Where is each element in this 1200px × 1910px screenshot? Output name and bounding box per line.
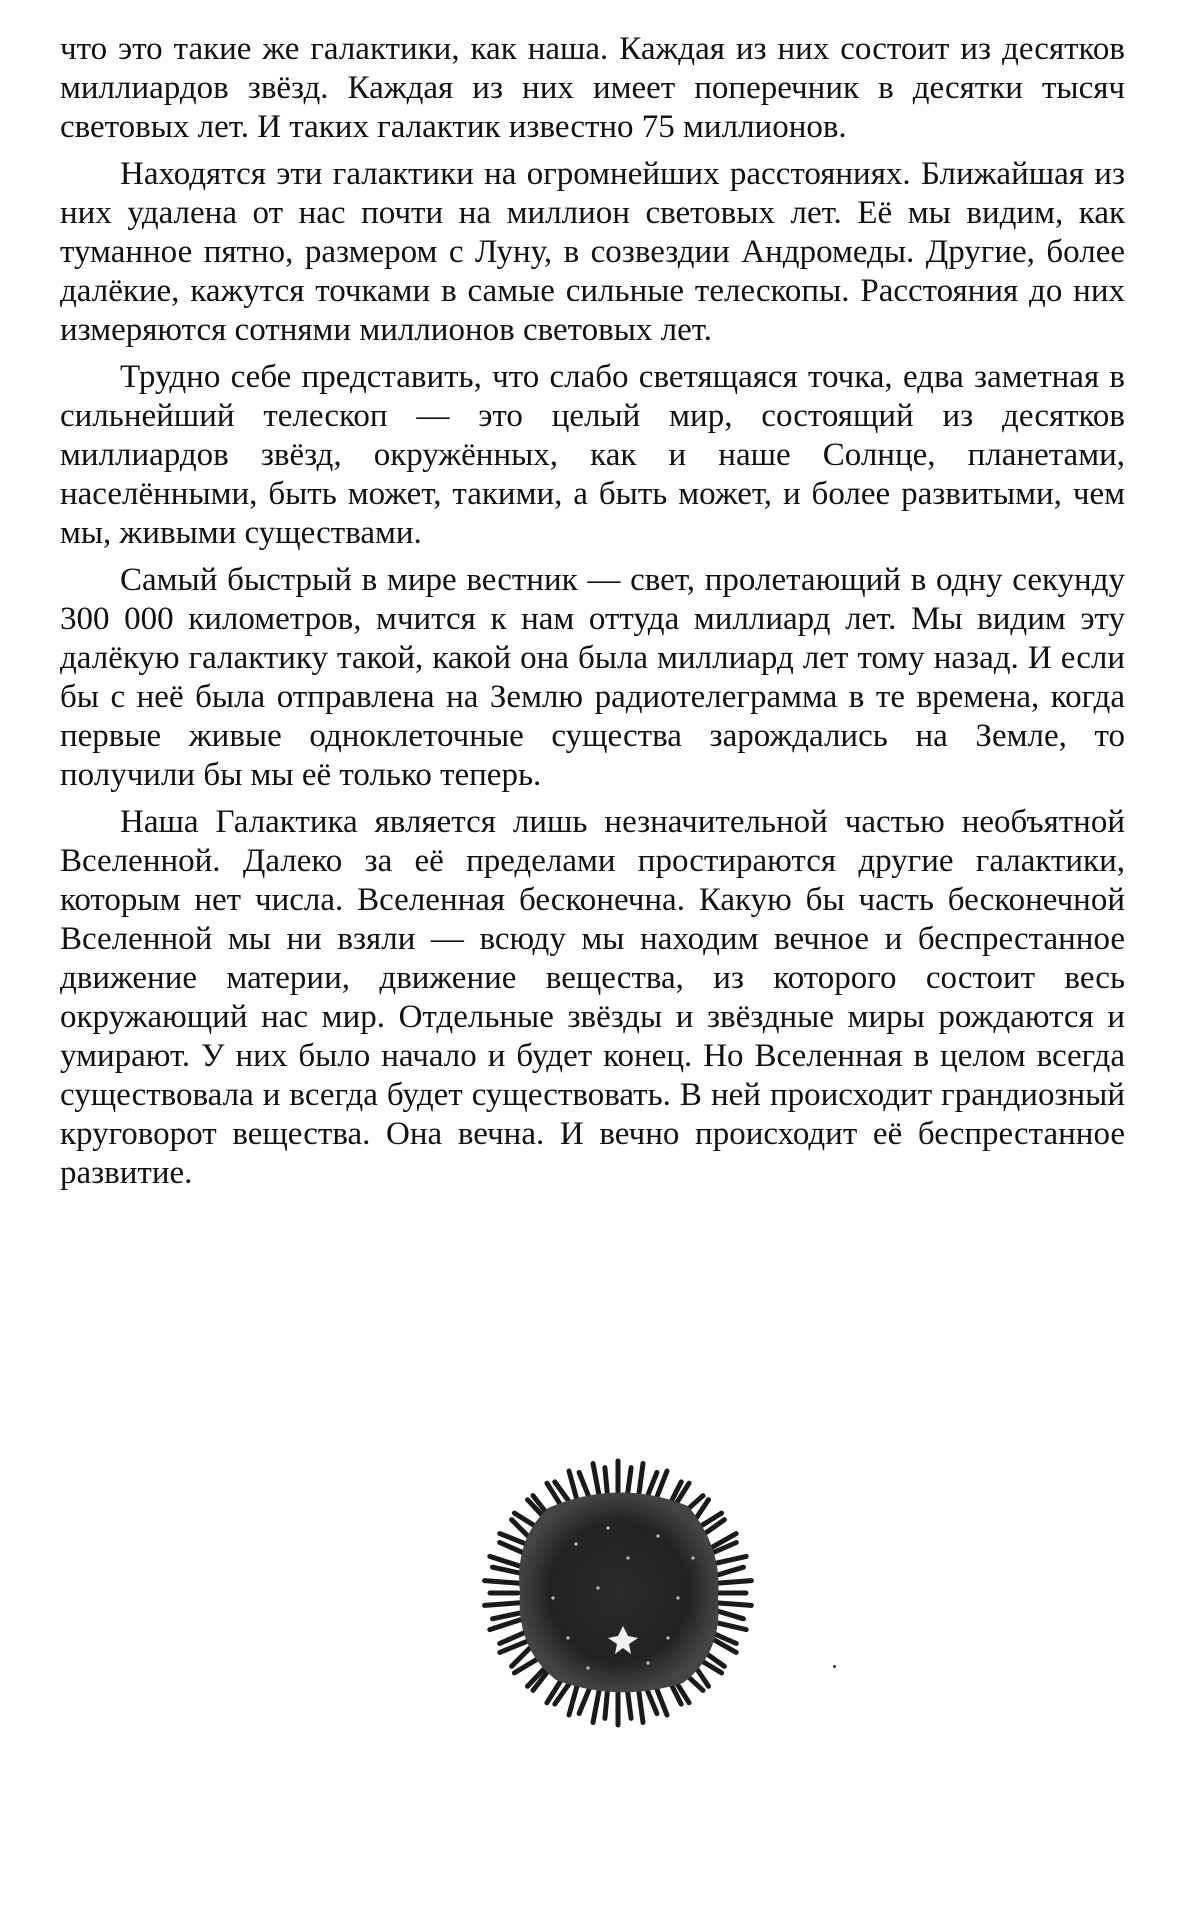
vignette-speckle — [551, 1596, 554, 1599]
vignette-ray — [627, 1468, 631, 1496]
vignette-core — [519, 1492, 719, 1692]
vignette-speckle — [574, 1542, 577, 1545]
vignette-ray — [716, 1611, 743, 1619]
paragraph-4: Самый быстрый в мире вестник — свет, пролетающий в одну секунду 300 000 километров, мчится к нам оттуда миллиард лет. Мы видим эту далёкую галактику такой, какой она была миллиард лет тому назад. И если бы с неё была отправлена на Землю радиотелеграмма в те времена, когда первые живые одноклеточные существа зарождались на Земле, то получили бы мы её только теперь. — [60, 562, 1125, 793]
vignette-speckle — [656, 1534, 659, 1537]
vignette-ray — [716, 1567, 743, 1575]
vignette-speckle — [691, 1556, 694, 1559]
paragraph-1: что это такие же галактики, как наша. Каждая из них состоит из десятков миллиардов звёзд. Каждая из них имеет поперечник в десятки тысяч световых лет. И таких галактик известно 75 миллионов. — [60, 31, 1125, 145]
page-speck — [833, 1665, 836, 1668]
vignette-speckle — [566, 1636, 569, 1639]
paragraph-5: Наша Галактика является лишь незначительной частью необъятной Вселенной. Далеко за её пределами простираются другие галактики, которым нет числа. Вселенная бесконечна. Какую бы часть бесконечной Вселенной мы ни взяли — всюду мы находим вечное и беспрестанное движение материи, движение вещества, из которого состоит весь окружающий нас мир. Отдельные звёзды и звёздные миры рождаются и умирают. У них было начало и будет конец. Но Вселенная в целом всегда существовала и всегда будет существовать. В ней происходит грандиозный круговорот вещества. Она вечна. И вечно происходит её беспрестанное развитие. — [60, 804, 1125, 1191]
galaxy-vignette-icon — [478, 1448, 758, 1728]
vignette-speckle — [646, 1661, 649, 1664]
vignette-speckle — [626, 1556, 629, 1559]
paragraph-3: Трудно себе представить, что слабо светящаяся точка, едва заметная в сильнейший телескоп — это целый мир, состоящий из десятков миллиардов звёзд, окружённых, как и наше Солнце, планетами, населёнными, быть может, такими, а быть может, и более развитыми, чем мы, живыми существами. — [60, 359, 1125, 551]
vignette-speckle — [676, 1596, 679, 1599]
vignette-speckle — [596, 1586, 599, 1589]
page-text — [60, 30, 1125, 1193]
vignette-ray — [485, 1603, 523, 1606]
vignette-ray — [714, 1603, 752, 1606]
vignette-speckle — [666, 1636, 669, 1639]
vignette-speckle — [586, 1666, 589, 1669]
vignette-ray — [593, 1685, 600, 1722]
vignette-ray — [593, 1464, 599, 1497]
vignette-ray — [579, 1687, 590, 1714]
paragraph-2: Находятся эти галактики на огромнейших расстояниях. Ближайшая из них удалена от нас почти на миллион световых лет. Её мы видим, как туманное пятно, размером с Луну, в созвездии Андромеды. Другие, более далёкие, кажутся точками в самые сильные телескопы. Расстояния до них измеряются сотнями миллионов световых лет. — [60, 156, 1125, 348]
vignette-speckle — [606, 1526, 609, 1529]
vignette-drawing — [478, 1448, 758, 1728]
